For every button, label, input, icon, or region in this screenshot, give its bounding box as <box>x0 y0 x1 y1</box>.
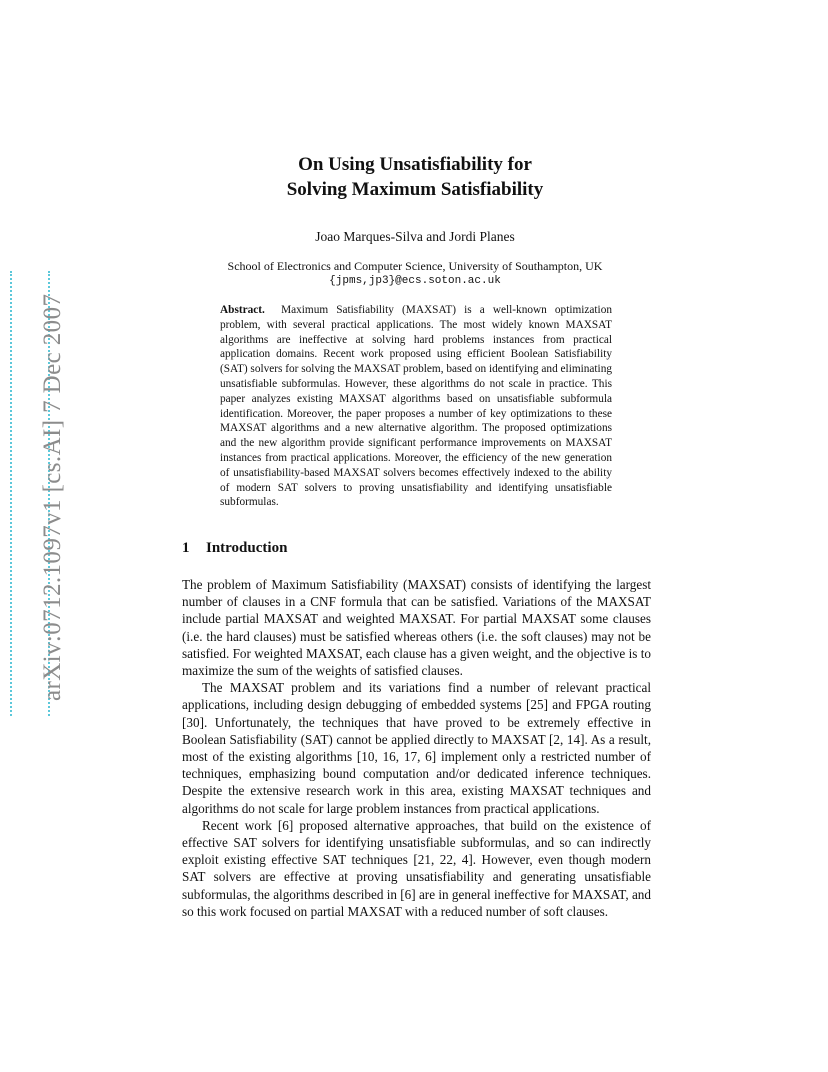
arxiv-identifier[interactable]: arXiv:0712.1097v1 [cs.AI] 7 Dec 2007 <box>39 293 66 701</box>
section-title: Introduction <box>206 540 288 556</box>
abstract <box>220 303 612 510</box>
introduction-body <box>182 576 651 920</box>
paper-title <box>180 152 650 202</box>
paragraph-3: Recent work [6] proposed alternative approaches, that build on the existence of effective SAT solvers for identifying unsatisfiable subformulas, and so can indirectly exploit existing effective SAT techniques [21, 22, 4]. However, even though modern SAT solvers are effective at proving unsatisfiability and generating unsatisfiable subformulas, the algorithms described in [6] are in general ineffective for MAXSAT, and so this work focused on partial MAXSAT with a reduced number of soft clauses. <box>182 817 651 919</box>
author-emails: {jpms,jp3}@ecs.soton.ac.uk <box>329 275 501 287</box>
affiliation: School of Electronics and Computer Science, University of Southampton, UK <box>227 259 603 273</box>
authors: Joao Marques-Silva and Jordi Planes <box>315 229 515 244</box>
abstract-text: Maximum Satisfiability (MAXSAT) is a well-known optimization problem, with several practical applications. The most widely known MAXSAT algorithms are ineffective at solving hard problems instances from practical application domains. Recent work proposed using efficient Boolean Satisfiability (SAT) solvers for solving the MAXSAT problem, based on identifying and eliminating unsatisfiable subformulas. However, these algorithms do not scale in practice. This paper analyzes existing MAXSAT algorithms based on unsatisfiable subformula identification. Moreover, the paper proposes a number of key optimizations to these MAXSAT algorithms and a new alternative algorithm. The proposed optimizations and the new algorithm provide significant performance improvements on MAXSAT instances from practical applications. Moreover, the efficiency of the new generation of unsatisfiability-based MAXSAT solvers becomes effectively indexed to the ability of modern SAT solvers to proving unsatisfiability and identifying unsatisfiable subformulas. <box>220 304 612 509</box>
paragraph-2: The MAXSAT problem and its variations find a number of relevant practical applications, including design debugging of embedded systems [25] and FPGA routing [30]. Unfortunately, the techniques that have proved to be extremely effective in Boolean Satisfiability (SAT) cannot be applied directly to MAXSAT [2, 14]. As a result, most of the existing algorithms [10, 16, 17, 6] implement only a restricted number of techniques, emphasizing bound computation and/or dedicated inference techniques. Despite the extensive research work in this area, existing MAXSAT techniques and algorithms do not scale for large problem instances from practical applications. <box>182 680 651 816</box>
abstract-label: Abstract. <box>220 304 265 316</box>
paragraph-1: The problem of Maximum Satisfiability (MAXSAT) consists of identifying the largest number of clauses in a CNF formula that can be satisfied. Variations of the MAXSAT include partial MAXSAT and weighted MAXSAT. For partial MAXSAT some clauses (i.e. the hard clauses) must be satisfied whereas others (i.e. the soft clauses) may not be satisfied. For weighted MAXSAT, each clause has a given weight, and the objective is to maximize the sum of the weights of satisfied clauses. <box>182 577 651 679</box>
section-number: 1 <box>182 540 190 556</box>
section-heading-introduction <box>182 538 287 558</box>
title-line-1: On Using Unsatisfiability for <box>298 154 532 175</box>
title-line-2: Solving Maximum Satisfiability <box>286 179 544 200</box>
